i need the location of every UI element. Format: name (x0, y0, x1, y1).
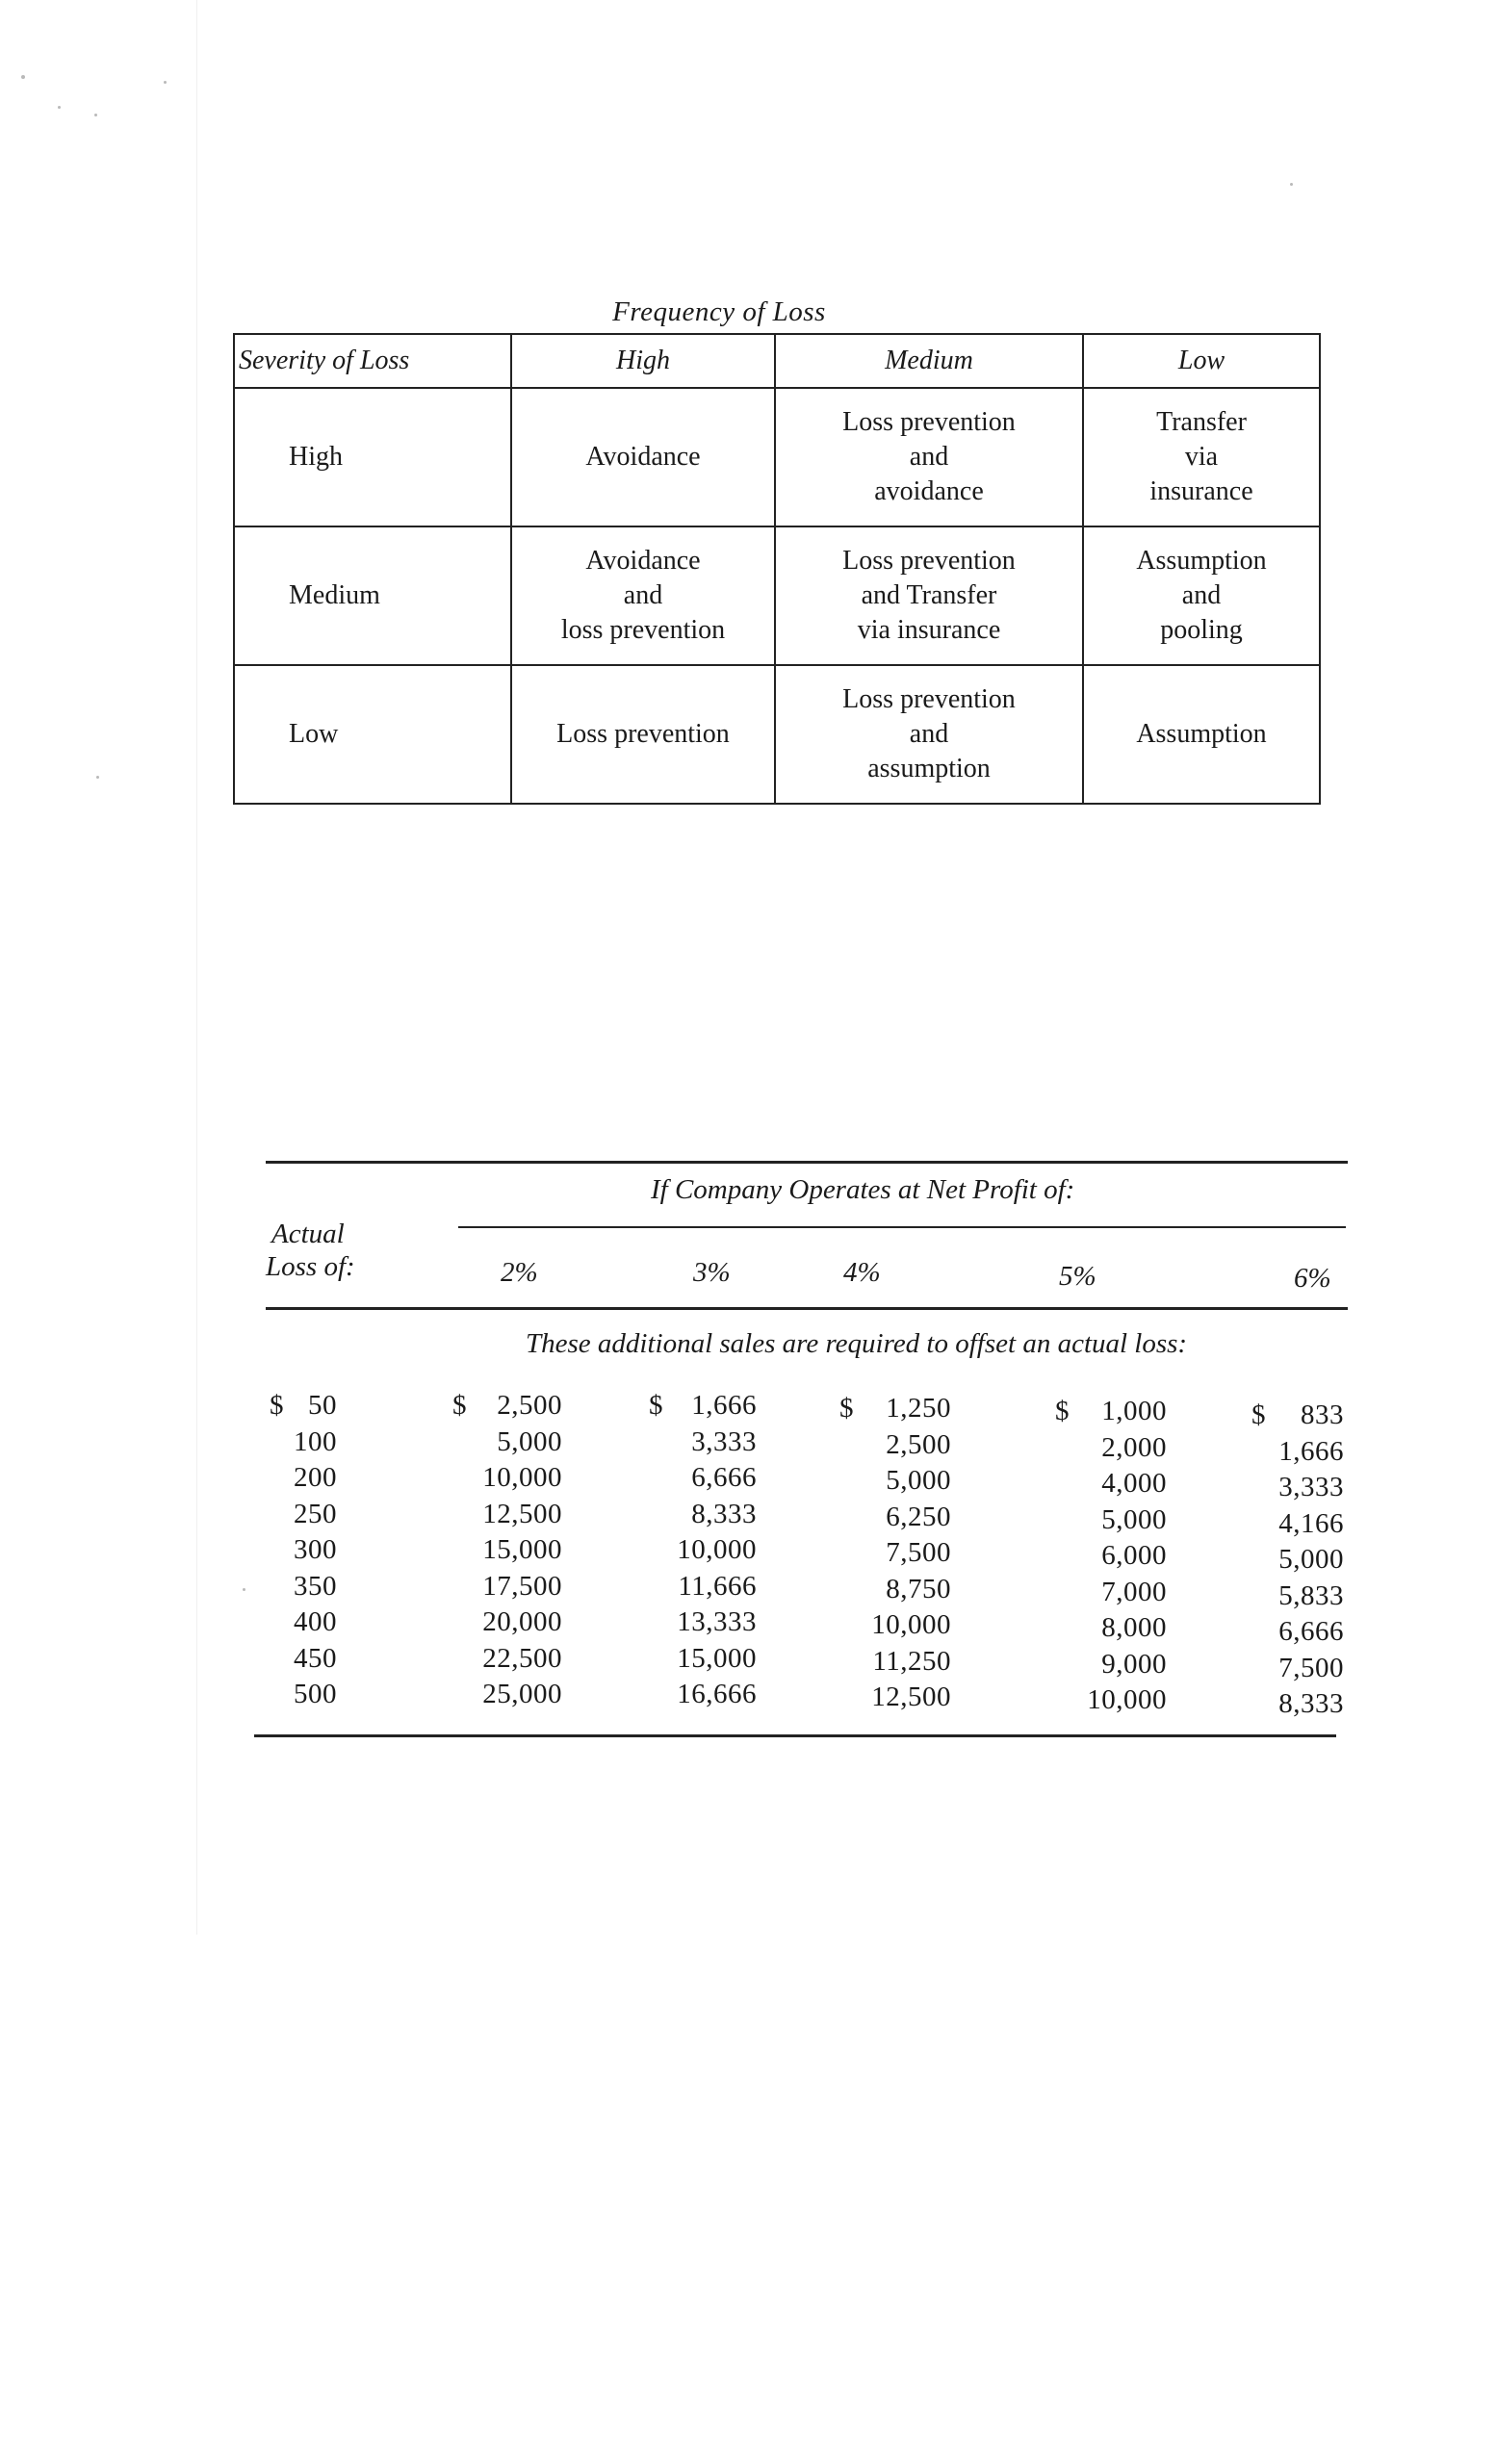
profit-column-header: 6% (1294, 1263, 1331, 1294)
sales-value: 17,500 (482, 1570, 562, 1602)
actual-loss-label: Actual (271, 1219, 345, 1249)
scan-speck (21, 75, 25, 79)
strategy-cell (775, 665, 1083, 804)
sales-value: 12,500 (482, 1498, 562, 1529)
profit-column-header: 4% (843, 1257, 881, 1288)
sales-value-row (452, 1388, 562, 1424)
sales-value: 6,000 (1101, 1540, 1167, 1571)
sales-value: 2,500 (497, 1390, 562, 1421)
sales-value-row (1055, 1394, 1167, 1430)
strategy-text: via insurance (857, 615, 1001, 645)
top-rule (266, 1161, 1348, 1164)
strategy-text: pooling (1160, 615, 1243, 645)
loss-value-row (270, 1388, 337, 1424)
loss-value: 300 (294, 1534, 337, 1565)
profit-column-header: 2% (501, 1257, 538, 1288)
scan-speck (1290, 183, 1293, 186)
bottom-rule (254, 1734, 1336, 1737)
loss-value: 50 (308, 1390, 337, 1421)
dollar-sign: $ (649, 1390, 663, 1421)
sales-value: 5,000 (1278, 1544, 1344, 1575)
strategy-text: Loss prevention (842, 546, 1016, 576)
loss-value: 100 (294, 1425, 337, 1457)
strategy-text: avoidance (874, 476, 984, 506)
strategy-text: Loss prevention (556, 719, 730, 749)
strategy-cell (511, 526, 775, 665)
sales-value: 5,833 (1278, 1579, 1344, 1611)
sales-value: 1,250 (886, 1393, 951, 1424)
strategy-cell (1083, 388, 1320, 526)
profit-column-header: 5% (1059, 1261, 1096, 1292)
matrix-row-medium-severity (234, 526, 1320, 665)
strategy-text: loss prevention (560, 615, 726, 645)
sales-value: 7,500 (886, 1537, 951, 1568)
sales-value: 9,000 (1101, 1648, 1167, 1680)
actual-loss-column (270, 1388, 337, 1713)
strategy-cell (1083, 526, 1320, 665)
strategy-cell (775, 526, 1083, 665)
sales-value: 6,250 (886, 1501, 951, 1532)
sales-value: 10,000 (482, 1462, 562, 1493)
matrix-row-low-severity (234, 665, 1320, 804)
sales-value: 5,000 (886, 1465, 951, 1496)
actual-loss-label: Loss of: (266, 1251, 355, 1282)
sales-value: 20,000 (482, 1606, 562, 1637)
strategy-cell (1083, 665, 1320, 804)
scan-speck (58, 106, 61, 109)
matrix-header-row (234, 334, 1320, 388)
strategy-cell (775, 388, 1083, 526)
sales-value: 25,000 (482, 1679, 562, 1709)
sales-value: 1,666 (1278, 1435, 1344, 1467)
sales-value: 3,333 (1278, 1472, 1344, 1502)
strategy-text: insurance (1149, 476, 1253, 506)
strategy-text: and (623, 580, 663, 610)
loss-value: 450 (294, 1642, 337, 1674)
strategy-text: assumption (867, 754, 991, 783)
sales-subheading: These additional sales are required to offset an actual loss: (526, 1328, 1188, 1359)
sales-value: 15,000 (482, 1534, 562, 1565)
profit-heading-rule (458, 1226, 1346, 1228)
sales-value: 6,666 (691, 1462, 757, 1493)
sales-value-row (839, 1391, 951, 1427)
strategy-text: Avoidance (585, 442, 701, 472)
sales-value: 10,000 (871, 1609, 951, 1640)
sales-value: 12,500 (871, 1681, 951, 1712)
severity-label: Low (234, 665, 511, 804)
sales-value: 3,333 (691, 1425, 757, 1457)
loss-value: 400 (294, 1606, 337, 1637)
severity-of-loss-header: Severity of Loss (234, 334, 511, 388)
additional-sales-table (252, 1136, 1350, 1752)
sales-value: 4,166 (1278, 1507, 1344, 1539)
scan-speck (96, 776, 99, 779)
loss-value: 500 (294, 1679, 337, 1709)
loss-value: 350 (294, 1570, 337, 1602)
frequency-high-header: High (511, 334, 775, 388)
sales-value: 2,000 (1101, 1431, 1167, 1463)
sales-value: 10,000 (1087, 1684, 1167, 1715)
matrix-grid (233, 333, 1321, 805)
dollar-sign: $ (270, 1390, 284, 1421)
sales-value: 7,000 (1101, 1576, 1167, 1607)
sales-value: 22,500 (482, 1642, 562, 1674)
sales-value: 5,000 (1101, 1503, 1167, 1535)
scan-speck (94, 114, 97, 116)
strategy-text: Assumption (1136, 546, 1267, 576)
sales-value: 8,750 (886, 1573, 951, 1604)
sales-value: 6,666 (1278, 1616, 1344, 1647)
strategy-text: and (909, 442, 949, 472)
frequency-medium-header: Medium (775, 334, 1083, 388)
page-edge-shadow (196, 0, 197, 1935)
sales-value: 10,000 (677, 1534, 757, 1565)
frequency-low-header: Low (1083, 334, 1320, 388)
sales-column-4pct (839, 1391, 951, 1716)
loss-value: 200 (294, 1462, 337, 1493)
strategy-text: Assumption (1136, 719, 1267, 749)
scan-speck (164, 81, 167, 84)
sales-value: 8,333 (691, 1498, 757, 1529)
sales-value: 15,000 (677, 1642, 757, 1674)
dollar-sign: $ (1055, 1396, 1070, 1426)
severity-label: High (234, 388, 511, 526)
sales-value: 5,000 (497, 1425, 562, 1457)
sales-value: 11,666 (678, 1570, 757, 1602)
frequency-of-loss-title: Frequency of Loss (612, 296, 826, 327)
profit-column-header: 3% (693, 1257, 731, 1288)
strategy-text: via (1184, 442, 1219, 472)
strategy-text: Avoidance (585, 546, 701, 576)
strategy-text: and (909, 719, 949, 749)
sales-value: 13,333 (677, 1606, 757, 1637)
strategy-cell (511, 665, 775, 804)
sales-value: 11,250 (872, 1645, 951, 1677)
sales-column-3pct (649, 1388, 757, 1713)
matrix-row-high-severity (234, 388, 1320, 526)
sales-value-row (649, 1388, 757, 1424)
strategy-text: Loss prevention (842, 684, 1016, 714)
dollar-sign: $ (1251, 1399, 1266, 1430)
header-bottom-rule (266, 1307, 1348, 1310)
sales-value: 16,666 (677, 1679, 757, 1709)
loss-value: 250 (294, 1498, 337, 1529)
severity-label: Medium (234, 526, 511, 665)
sales-value: 1,000 (1101, 1396, 1167, 1426)
dollar-sign: $ (839, 1393, 854, 1424)
profit-heading: If Company Operates at Net Profit of: (651, 1174, 1075, 1205)
sales-value: 8,333 (1278, 1688, 1344, 1719)
sales-value: 1,666 (691, 1390, 757, 1421)
sales-value: 7,500 (1278, 1652, 1344, 1683)
dollar-sign: $ (452, 1390, 467, 1421)
sales-column-5pct (1055, 1394, 1167, 1719)
sales-value: 2,500 (886, 1428, 951, 1460)
sales-column-2pct (452, 1388, 562, 1713)
strategy-text: and Transfer (861, 580, 997, 610)
sales-value: 833 (1301, 1399, 1344, 1430)
sales-value-row (1251, 1398, 1344, 1434)
strategy-text: and (1181, 580, 1222, 610)
sales-value: 4,000 (1101, 1468, 1167, 1499)
strategy-text: Transfer (1156, 407, 1247, 437)
strategy-cell (511, 388, 775, 526)
strategy-text: Loss prevention (842, 407, 1016, 437)
sales-column-6pct (1251, 1398, 1344, 1723)
scan-speck (243, 1588, 245, 1591)
sales-value: 8,000 (1101, 1612, 1167, 1643)
